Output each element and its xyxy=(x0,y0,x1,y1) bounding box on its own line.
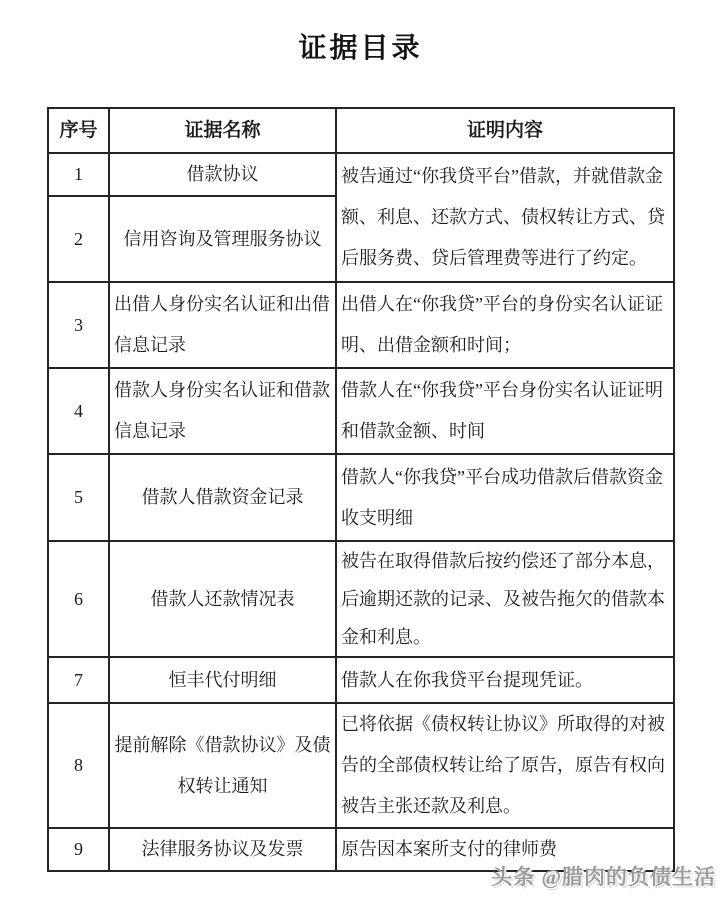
row-number-cell: 1 xyxy=(48,153,109,196)
header-name: 证据名称 xyxy=(109,108,336,153)
table-row xyxy=(48,541,674,657)
row-number-cell: 9 xyxy=(48,828,109,871)
evidence-content-cell: 被告在取得借款后按约偿还了部分本息，后逾期还款的记录、及被告拖欠的借款本金和利息。 xyxy=(336,541,674,657)
row-number-cell: 2 xyxy=(48,196,109,282)
evidence-content-cell: 借款人“你我贷”平台成功借款后借款资金收支明细 xyxy=(336,454,674,541)
evidence-content-cell: 被告通过“你我贷平台”借款，并就借款金额、利息、还款方式、债权转让方式、贷后服务费、贷后管理费等进行了约定。 xyxy=(336,153,674,282)
header-no: 序号 xyxy=(48,108,109,153)
evidence-content-cell: 借款人在“你我贷”平台身份实名认证证明和借款金额、时间 xyxy=(336,368,674,454)
row-number-cell: 8 xyxy=(48,703,109,828)
evidence-name-cell: 借款协议 xyxy=(109,153,336,196)
evidence-name-cell: 出借人身份实名认证和出借信息记录 xyxy=(109,282,336,368)
evidence-name-cell: 借款人还款情况表 xyxy=(109,541,336,657)
table-row xyxy=(48,368,674,454)
table-row xyxy=(48,153,674,196)
table-header-row xyxy=(48,108,674,153)
row-number-cell: 7 xyxy=(48,657,109,703)
page-title: 证据目录 xyxy=(298,33,423,64)
table-row xyxy=(48,282,674,368)
evidence-name-cell: 信用咨询及管理服务协议 xyxy=(109,196,336,282)
header-content: 证明内容 xyxy=(336,108,674,153)
evidence-name-cell: 恒丰代付明细 xyxy=(109,657,336,703)
row-number-cell: 6 xyxy=(48,541,109,657)
row-number-cell: 4 xyxy=(48,368,109,454)
evidence-name-cell: 借款人借款资金记录 xyxy=(109,454,336,541)
row-number-cell: 5 xyxy=(48,454,109,541)
evidence-name-cell: 提前解除《借款协议》及债权转让通知 xyxy=(109,703,336,828)
evidence-content-cell: 原告因本案所支付的律师费 xyxy=(336,828,674,871)
evidence-content-cell: 已将依据《债权转让协议》所取得的对被告的全部债权转让给了原告，原告有权向被告主张还款及利息。 xyxy=(336,703,674,828)
row-number-cell: 3 xyxy=(48,282,109,368)
evidence-content-cell: 借款人在你我贷平台提现凭证。 xyxy=(336,657,674,703)
evidence-content-cell: 出借人在“你我贷”平台的身份实名认证证明、出借金额和时间； xyxy=(336,282,674,368)
table-row xyxy=(48,703,674,828)
watermark-credit: 头条 @腊肉的负债生活 xyxy=(491,865,716,889)
evidence-name-cell: 法律服务协议及发票 xyxy=(109,828,336,871)
table-row xyxy=(48,657,674,703)
table-row xyxy=(48,454,674,541)
evidence-name-cell: 借款人身份实名认证和借款信息记录 xyxy=(109,368,336,454)
evidence-table xyxy=(47,107,675,872)
